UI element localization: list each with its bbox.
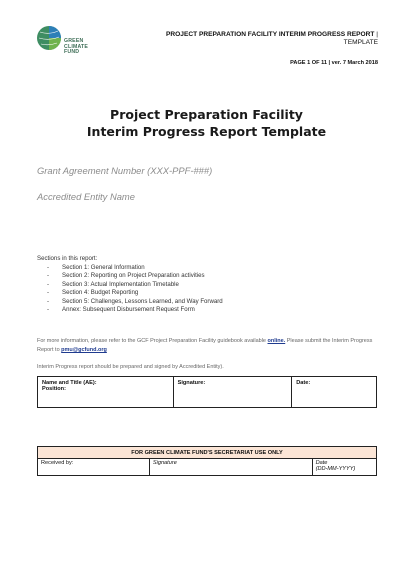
- section-item: - Annex: Subsequent Disbursement Request Form: [47, 306, 195, 313]
- name-title-cell[interactable]: [38, 377, 174, 408]
- logo-word-2: CLIMATE: [64, 43, 89, 50]
- section-item-label: Annex: Subsequent Disbursement Request Form: [62, 306, 195, 313]
- header-title-line2: TEMPLATE: [343, 39, 378, 46]
- logo-word-3: FUND: [64, 49, 80, 56]
- grant-agreement-number: Grant Agreement Number (XXX-PPF-###): [37, 165, 213, 176]
- position-label: Position:: [42, 386, 66, 392]
- page-info: PAGE 1 OF 11 | ver. 7 March 2018: [290, 60, 378, 66]
- gcf-logo-icon: [36, 25, 62, 51]
- logo-wordmark: [64, 39, 88, 56]
- info-text-1: For more information, please refer to the GCF Project Preparation Facility guidebook available: [37, 338, 268, 344]
- sections-heading: Sections in this report:: [37, 255, 98, 262]
- section-item-label: Section 2: Reporting on Project Preparation activities: [62, 272, 205, 279]
- header-title-bold: PROJECT PREPARATION FACILITY INTERIM PROGRESS REPORT: [165, 31, 375, 38]
- sections-list: [37, 255, 223, 315]
- secretariat-date-cell[interactable]: [312, 459, 376, 476]
- signature-cell[interactable]: [173, 377, 292, 408]
- signed-note: Interim Progress report should be prepared and signed by Accredited Entity).: [37, 364, 224, 370]
- secretariat-date-label: Date: [315, 460, 328, 466]
- email-link[interactable]: pmu@gcfund.org: [61, 347, 107, 354]
- page-title-line1: Project Preparation Facility: [110, 107, 303, 122]
- signature-label: Signature:: [177, 380, 206, 386]
- info-text-2: Please submit the Interim Progress Report to: [37, 338, 373, 354]
- page-title-line2: Interim Progress Report Template: [86, 124, 327, 139]
- gcf-logo: [36, 25, 96, 65]
- logo-word-1: GREEN: [64, 38, 84, 44]
- guidebook-link[interactable]: online.: [267, 338, 286, 344]
- signature-table: [37, 376, 377, 408]
- section-item: - Section 2: Reporting on Project Preparation activities: [47, 272, 205, 279]
- info-paragraph: [37, 337, 379, 356]
- accredited-entity-name: Accredited Entity Name: [37, 191, 135, 202]
- date-label: Date:: [296, 380, 311, 386]
- secretariat-date-format: (DD-MM-YYYY): [315, 466, 356, 472]
- section-item: - Section 5: Challenges, Lessons Learned, and Way Forward: [47, 297, 223, 305]
- document-header-title: [98, 31, 378, 47]
- section-item-label: Section 3: Actual Implementation Timetable: [62, 280, 179, 288]
- section-item-label: Section 5: Challenges, Lessons Learned, and Way Forward: [62, 297, 223, 305]
- section-item: - Section 4: Budget Reporting: [47, 289, 139, 296]
- date-cell[interactable]: [292, 377, 377, 408]
- name-title-label: Name and Title (AE):: [42, 380, 97, 386]
- secretariat-signature-cell[interactable]: [149, 459, 312, 476]
- received-by-cell[interactable]: [38, 459, 150, 476]
- section-item: - Section 3: Actual Implementation Timetable: [47, 280, 179, 288]
- section-item: - Section 1: General Information: [47, 263, 145, 271]
- secretariat-table: [37, 446, 377, 476]
- received-by-label: Received by:: [41, 460, 74, 466]
- section-item-label: Section 1: General Information: [62, 263, 145, 271]
- header-title-sep: |: [374, 31, 378, 38]
- secretariat-signature-label: Signature: [152, 460, 177, 466]
- section-item-label: Section 4: Budget Reporting: [62, 289, 139, 296]
- secretariat-header: FOR GREEN CLIMATE FUND'S SECRETARIAT USE ONLY: [38, 447, 377, 459]
